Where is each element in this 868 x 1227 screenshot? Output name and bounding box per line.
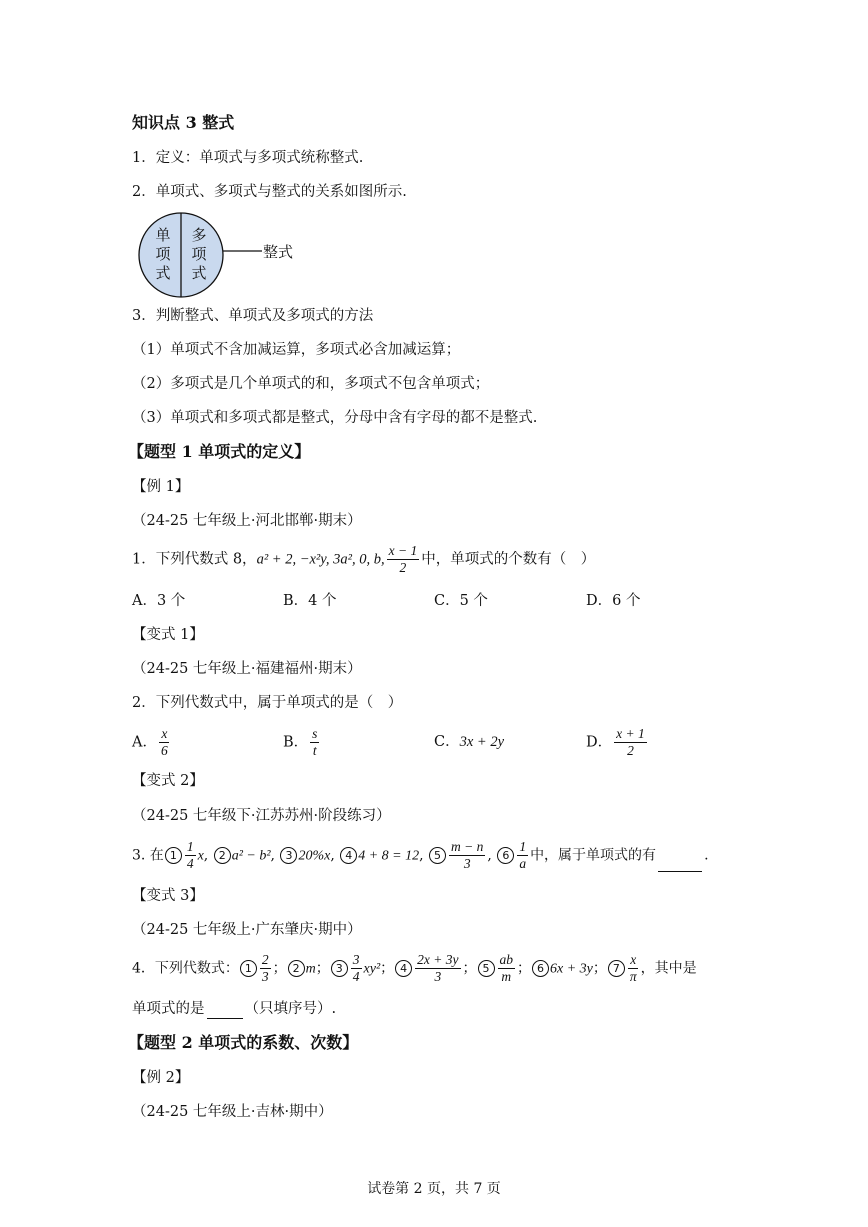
q1-option-a: A．3 个 <box>132 593 186 609</box>
q3-answer-blank[interactable] <box>658 857 702 872</box>
judge-rule-1: （1）单项式不含加减运算，多项式必含加减运算； <box>132 342 461 358</box>
question-3: 3. 在 1 $\frac{1}{4}$ x, 2 a² − b², 3 20%x, 4 4 + 8 = 12, 5 $\frac{m - n}{3}$ , 6 $\frac{1}{a}$ 中，属于单项式的有 . <box>132 839 709 871</box>
judge-rule-2: （2）多项式是几个单项式的和，多项式不包含单项式； <box>132 376 490 392</box>
q2-option-c: C．3x + 2y <box>434 734 505 750</box>
variant3-source: （24-25 七年级上·广东肇庆·期中） <box>132 922 362 938</box>
variant1-source: （24-25 七年级上·福建福州·期末） <box>132 661 362 677</box>
q4-answer-blank[interactable] <box>207 1004 243 1019</box>
judge-title: 3．判断整式、单项式及多项式的方法 <box>132 308 374 324</box>
section-title: 知识点 3 整式 <box>132 113 235 132</box>
example1-label: 【例 1】 <box>132 479 190 495</box>
venn-diagram <box>132 212 302 298</box>
q2-option-a: A． $\frac{x}{6}$ <box>132 726 168 758</box>
question-4-line2: 单项式的是 （只填序号）. <box>132 1001 337 1017</box>
q1-option-d: D．6 个 <box>586 593 641 609</box>
definition-line: 1．定义：单项式与多项式统称整式. <box>132 150 364 166</box>
example2-label: 【例 2】 <box>132 1070 190 1086</box>
variant1-label: 【变式 1】 <box>132 627 204 643</box>
type1-heading: 【题型 1 单项式的定义】 <box>128 442 311 461</box>
q2-option-b: B． $\frac{s}{t}$ <box>283 726 318 758</box>
question-2: 2．下列代数式中，属于单项式的是（ ） <box>132 695 403 711</box>
question-4: 4．下列代数式： 1 $\frac{2}{3}$ ； 2 m； 3 $\frac{3}{4}$ xy²； 4 $\frac{2x + 3y}{3}$ ； 5 $\frac{ab}{m}$ ； 6 6x + 3y； 7 $\frac{x}{\pi}$ ，其中是 <box>132 952 697 984</box>
page-footer: 试卷第 2 页，共 7 页 <box>367 1181 501 1197</box>
example2-source: （24-25 七年级上·吉林·期中） <box>132 1104 333 1120</box>
venn-outer-label: 整式 <box>263 243 294 261</box>
relation-line: 2．单项式、多项式与整式的关系如图所示. <box>132 184 407 200</box>
variant2-source: （24-25 七年级下·江苏苏州·阶段练习） <box>132 808 391 824</box>
q1-option-c: C．5 个 <box>434 593 488 609</box>
venn-left-label: 单 项 式 <box>155 226 171 282</box>
question-1: 1．下列代数式 8，a² + 2, −x²y, 3a², 0, b, $\frac{x - 1}{2}$ 中，单项式的个数有（ ） <box>132 543 596 575</box>
judge-rule-3: （3）单项式和多项式都是整式，分母中含有字母的都不是整式. <box>132 410 538 426</box>
type2-heading: 【题型 2 单项式的系数、次数】 <box>128 1033 359 1052</box>
venn-right-label: 多 项 式 <box>191 226 207 282</box>
q2-option-d: D． $\frac{x + 1}{2}$ <box>586 726 645 758</box>
q1-option-b: B．4 个 <box>283 593 337 609</box>
variant2-label: 【变式 2】 <box>132 773 204 789</box>
variant3-label: 【变式 3】 <box>132 888 204 904</box>
example1-source: （24-25 七年级上·河北邯郸·期末） <box>132 513 362 529</box>
